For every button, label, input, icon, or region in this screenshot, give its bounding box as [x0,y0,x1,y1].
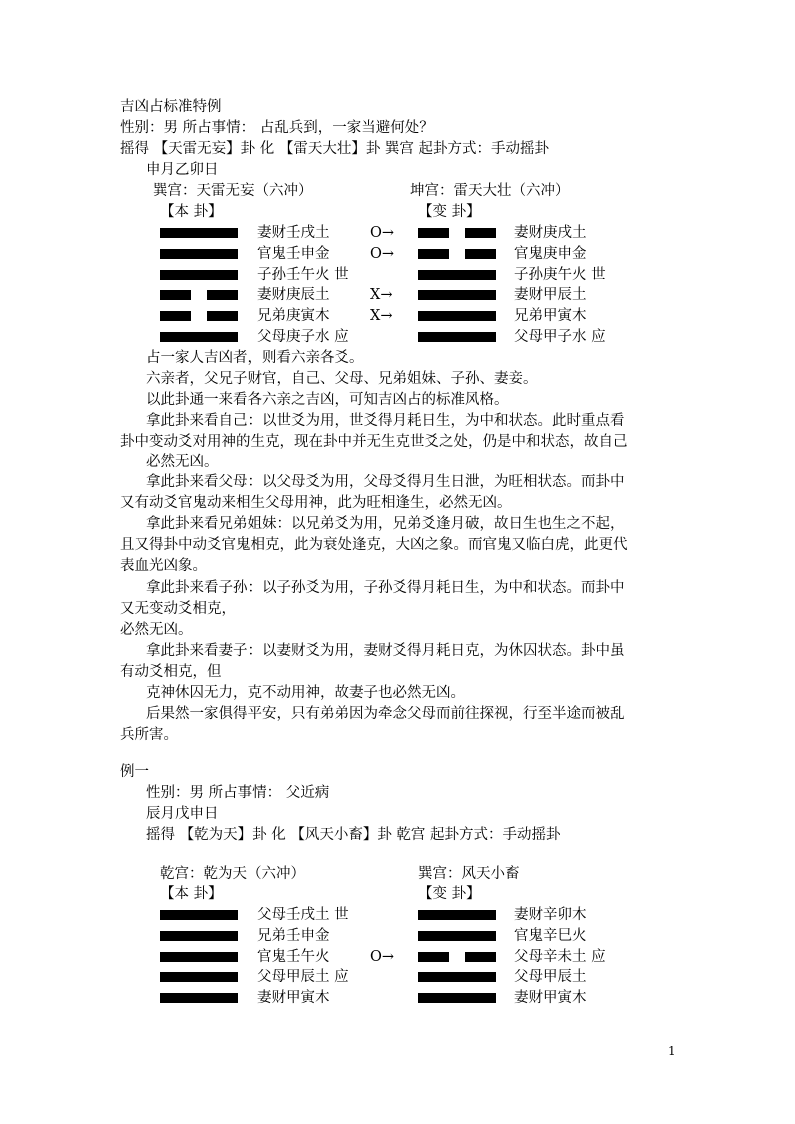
case1-paragraph-line: 以此卦通一来看各六亲之吉凶，可知吉凶占的标准风格。 [146,392,509,408]
case2-ben-line-label: 父母壬戌土 世 [257,907,349,923]
case2-bian-header: 【变 卦】 [418,886,481,902]
case1-bian-line-label: 兄弟甲寅木 [514,308,587,325]
case1-ben-palace: 巽宫：天雷无妄（六冲） [153,183,313,199]
case2-ben-line-label: 父母甲辰土 应 [257,969,349,986]
case1-bian-header: 【变 卦】 [418,204,481,220]
case1-paragraph-line: 克神休囚无力，克不动用神，故妻子也必然无凶。 [146,685,465,701]
case1-ben-header: 【本 卦】 [160,204,223,220]
case2-bian-yao-3 [418,947,498,967]
case1-bian-line-label: 妻财甲辰土 [514,287,587,304]
case1-paragraph-line: 拿此卦来看妻子：以妻财爻为用，妻财爻得月耗日克，为休囚状态。卦中虽 [146,643,625,659]
case2-ben-header: 【本 卦】 [160,886,223,902]
case1-ben-yao-2 [160,244,240,264]
case1-bian-yao-2 [418,244,498,264]
case1-ben-line-label: 父母庚子水 应 [257,329,349,345]
case2-ben-yao-5 [160,988,240,1008]
case1-paragraph-line: 拿此卦来看子孙：以子孙爻为用，子孙爻得月耗日生，为中和状态。而卦中 [146,580,625,596]
case1-paragraph-line: 且又得卦中动爻官鬼相克，此为衰处逢克，大凶之象。而官鬼又临白虎，此更代 [120,537,628,553]
case2-ben-line-label: 官鬼壬午火 [257,948,330,965]
case1-paragraph-line: 占一家人吉凶者，则看六亲各爻。 [146,350,364,366]
case2-ben-palace: 乾宫：乾为天（六冲） [160,866,305,882]
case1-bian-yao-3 [418,265,498,285]
case1-bian-line-label: 子孙庚午火 世 [514,266,606,283]
case1-ben-yao-1 [160,223,240,243]
case2-bian-yao-2 [418,926,498,946]
case1-bian-line-label: 官鬼庚申金 [514,245,587,262]
case2-date: 辰月戊申日 [146,806,219,822]
case2-ben-yao-2 [160,926,240,946]
case1-ben-line-label: 兄弟庚寅木 [257,308,330,325]
case1-paragraph-line: 必然无凶。 [146,454,219,470]
case1-bian-yao-1 [418,223,498,243]
case1-paragraph-line: 又无变动爻相克， [120,601,236,617]
case1-paragraph-line: 又有动爻官鬼动来相生父母用神，此为旺相逢生，必然无凶。 [120,495,512,511]
case2-bian-palace: 巽宫：风天小畜 [418,866,520,882]
case2-ben-line-label: 妻财甲寅木 [257,990,330,1007]
case1-bian-palace: 坤宫：雷天大壮（六冲） [410,183,570,199]
case1-bian-line-label: 妻财庚戌土 [514,225,587,241]
case2-bian-line-label: 官鬼辛巳火 [514,927,587,944]
case1-paragraph-line: 后果然一家俱得平安，只有弟弟因为牵念父母而前往探视，行至半途而被乱 [146,706,625,722]
case1-paragraph-line: 六亲者，父兄子财官，自己、父母、兄弟姐妹、子孙、妻妾。 [146,371,538,387]
case1-date: 申月乙卯日 [146,162,219,178]
case1-bian-yao-5 [418,306,498,326]
case2-ben-line-label: 兄弟壬申金 [257,927,330,944]
case1-ben-line-label: 子孙壬午火 世 [257,266,349,283]
document-title: 吉凶占标准特例 [120,99,222,115]
case2-gua-line: 摇得 【乾为天】卦 化 【风天小畜】卦 乾宫 起卦方式：手动摇卦 [146,827,561,843]
case2-ben-yao-1 [160,905,240,925]
case1-bian-yao-4 [418,285,498,305]
case1-moving-mark: O→ [370,225,395,241]
case2-ben-yao-4 [160,967,240,987]
case1-paragraph-line: 必然无凶。 [120,622,193,638]
case2-ben-yao-3 [160,947,240,967]
case2-bian-line-label: 父母辛未土 应 [514,948,606,965]
case1-paragraph-line: 拿此卦来看兄弟姐妹：以兄弟爻为用，兄弟爻逢月破，故日生也生之不起， [146,516,625,532]
case2-heading: 例一 [120,764,149,780]
case2-bian-yao-5 [418,988,498,1008]
case1-paragraph-line: 有动爻相克，但 [120,664,222,680]
case1-moving-mark: X→ [370,308,393,325]
case1-paragraph-line: 拿此卦来看自己：以世爻为用，世爻得月耗日生，为中和状态。此时重点看 [146,413,625,429]
case1-bian-yao-6 [418,327,498,347]
case1-paragraph-line: 拿此卦来看父母：以父母爻为用，父母爻得月生日泄，为旺相状态。而卦中 [146,474,625,490]
case1-gua-line: 摇得 【天雷无妄】卦 化 【雷天大壮】卦 巽宫 起卦方式：手动摇卦 [120,141,550,157]
case1-paragraph-line: 兵所害。 [120,727,178,743]
case1-ben-yao-5 [160,306,240,326]
case2-bian-line-label: 妻财甲寅木 [514,990,587,1007]
case1-ben-line-label: 官鬼壬申金 [257,245,330,262]
case1-paragraph-line: 卦中变动爻对用神的生克，现在卦中并无生克世爻之处，仍是中和状态，故自己 [120,434,628,450]
case2-info: 性别：男 所占事情： 父近病 [146,785,330,801]
case2-bian-yao-1 [418,905,498,925]
case2-bian-line-label: 父母甲辰土 [514,969,587,986]
case1-ben-yao-4 [160,285,240,305]
case1-bian-line-label: 父母甲子水 应 [514,329,606,345]
case1-moving-mark: O→ [370,245,395,262]
case1-ben-yao-3 [160,265,240,285]
case1-ben-yao-6 [160,327,240,347]
case1-ben-line-label: 妻财壬戌土 [257,225,330,241]
case1-info: 性别：男 所占事情： 占乱兵到，一家当避何处？ [120,120,434,136]
page-number: 1 [668,1044,676,1058]
case1-moving-mark: X→ [370,287,393,304]
case1-ben-line-label: 妻财庚辰土 [257,287,330,304]
case2-bian-yao-4 [418,967,498,987]
case2-bian-line-label: 妻财辛卯木 [514,907,587,923]
case2-moving-mark: O→ [370,948,395,965]
case1-paragraph-line: 表血光凶象。 [120,558,207,574]
